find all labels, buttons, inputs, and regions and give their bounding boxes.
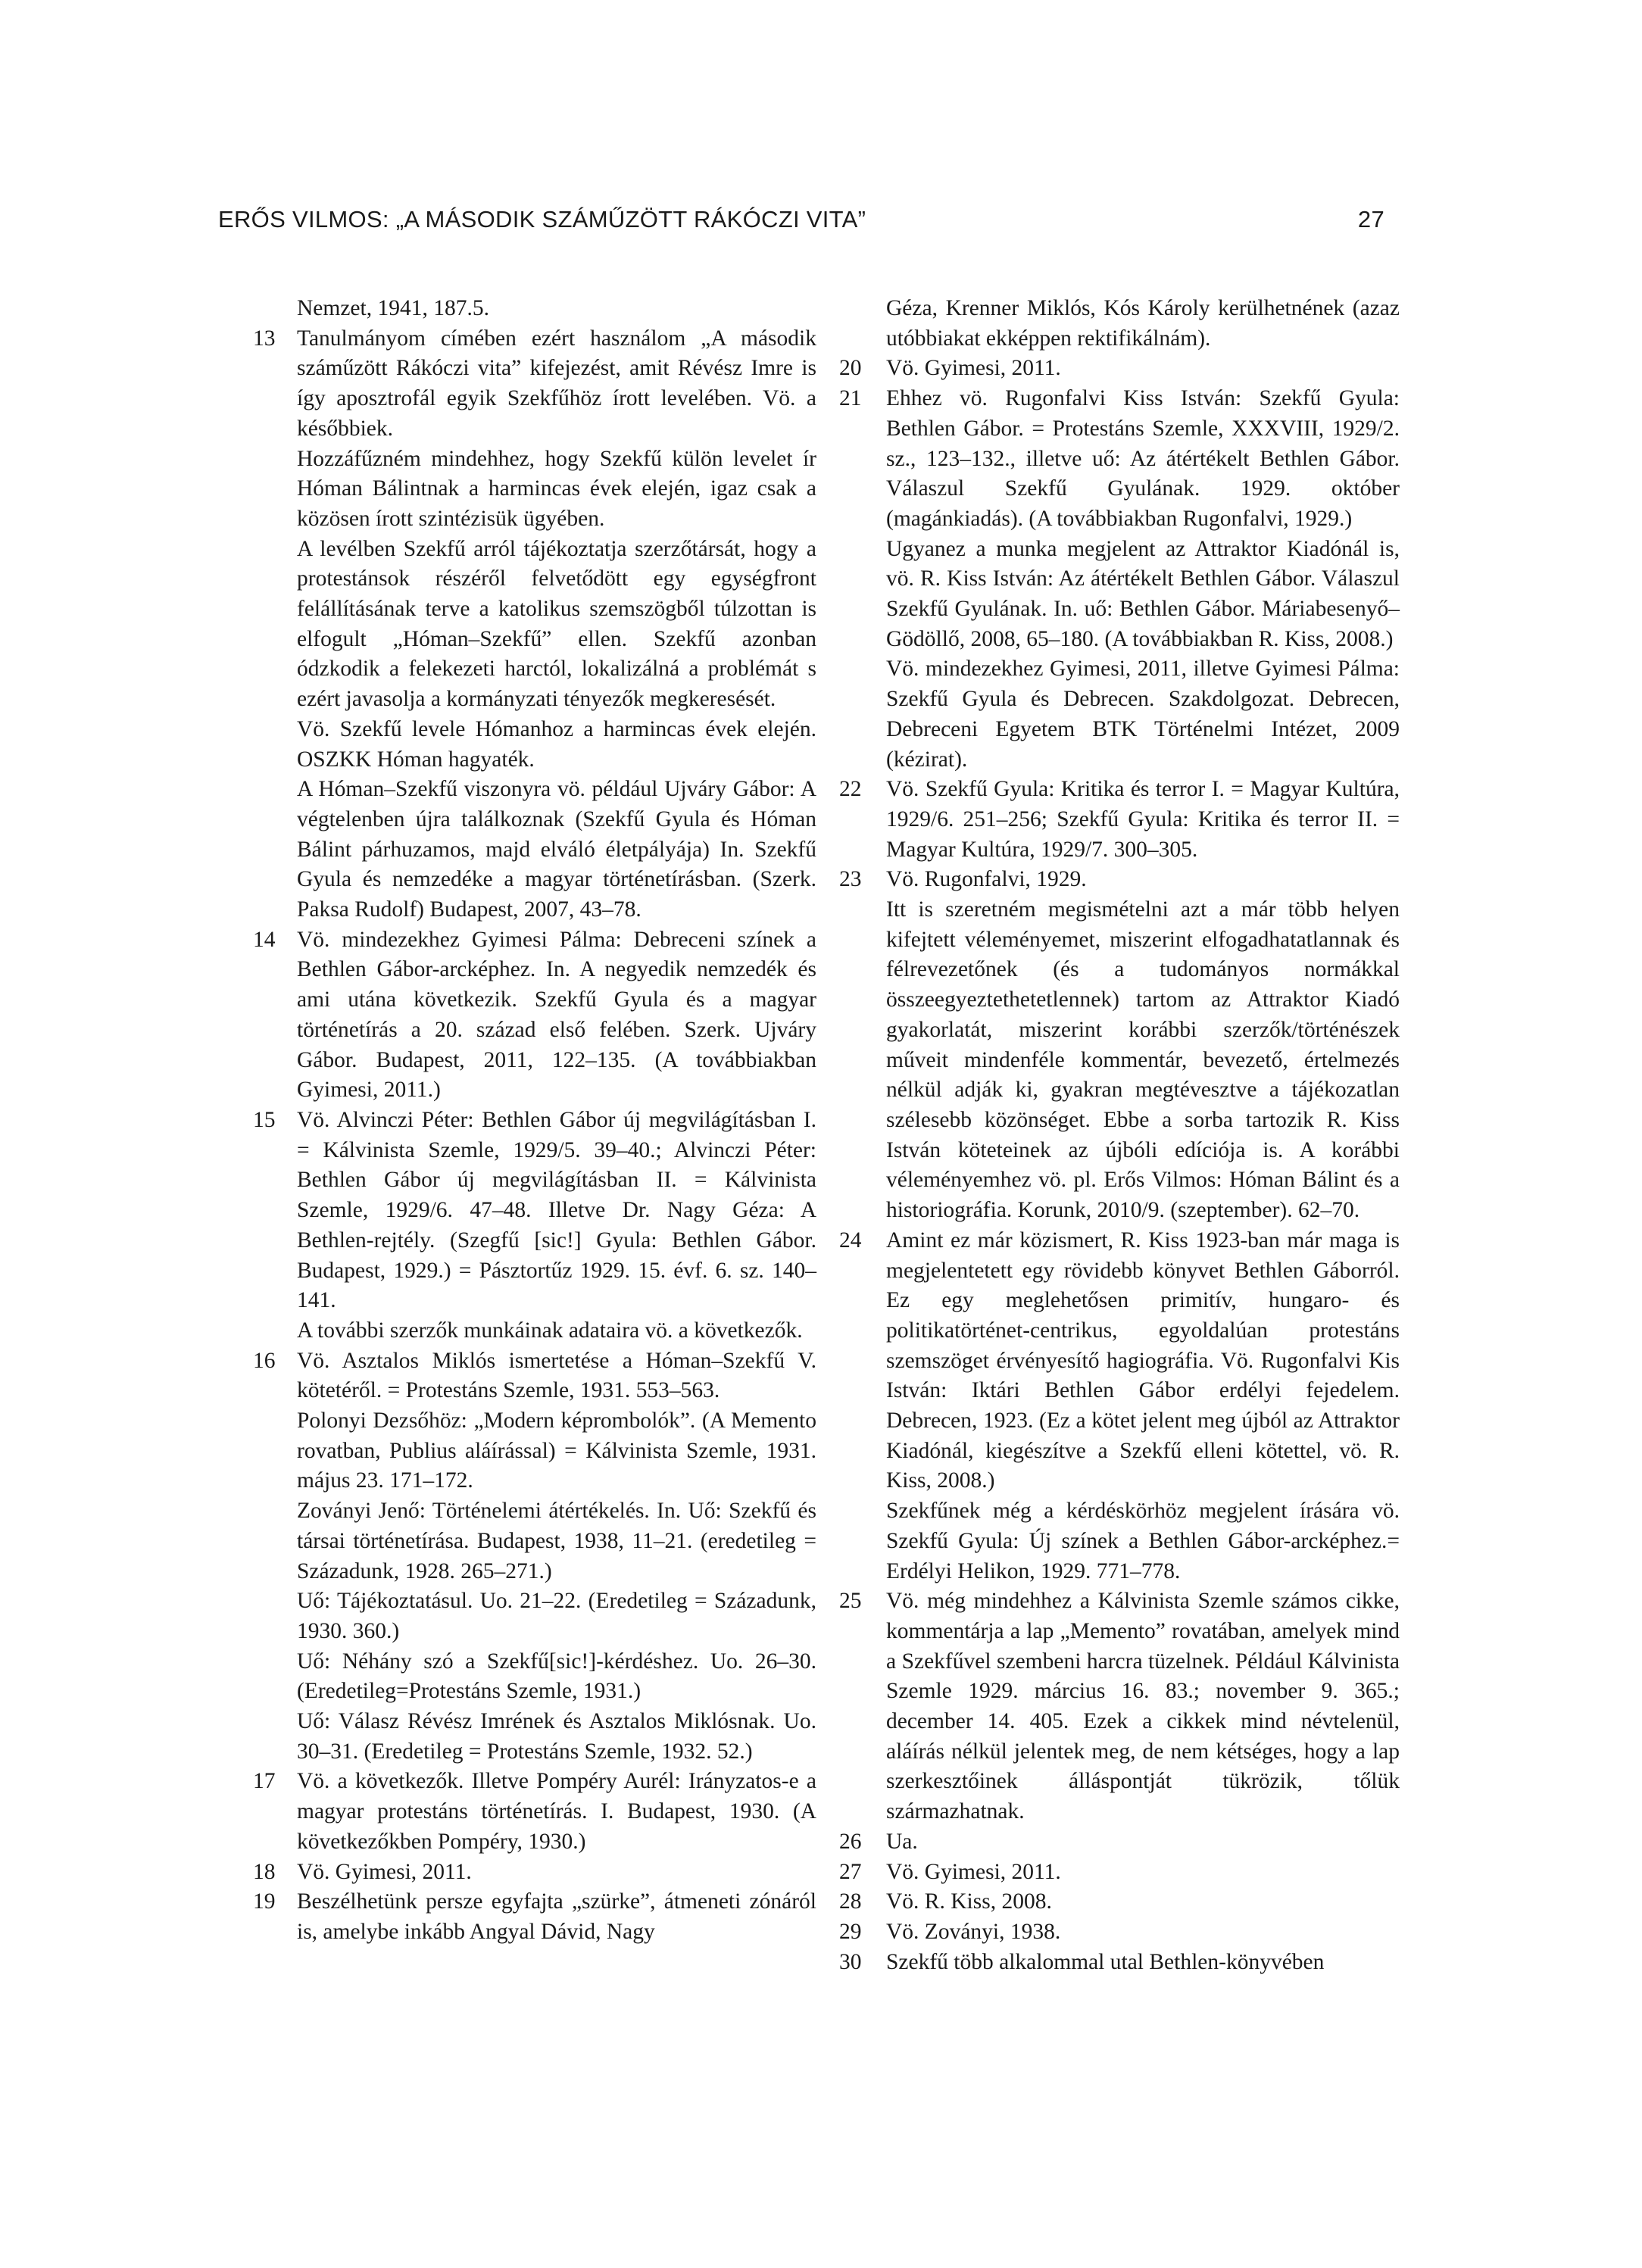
footnote (250, 1858, 816, 1888)
footnote-number: 27 (839, 1859, 862, 1884)
footnote (250, 1767, 816, 1857)
footnote (250, 925, 816, 1106)
footnote-number: 28 (839, 1889, 862, 1914)
footnote-text: Uő: Néhány szó a Szekfű[sic!]-kérdéshez. Uo. 26–30. (Eredetileg=Protestáns Szemle, 1931.) (297, 1649, 816, 1704)
footnote-text: Vö. még mindehhez a Kálvinista Szemle számos cikke, kommentárja a lap „Memento” rovatában, amelyek mind a Szekfűvel szembeni harcra tüzelnek. Például Kálvinista Szemle 1929. március 16. 83.; november 9. 365.; december 14. 405. Ezek a cikkek mind névtelenül, aláírás nélkül jelentek meg, de nem kétséges, hogy a lap szerkesztőinek álláspontját tükrözik, tőlük származhatnak. (886, 1589, 1400, 1824)
footnote-text: Vö. Szekfű Gyula: Kritika és terror I. = Magyar Kultúra, 1929/6. 251–256; Szekfű Gyula: Kritika és terror II. = Magyar Kultúra, 1929/7. 300–305. (886, 777, 1400, 862)
footnote (839, 1827, 1400, 1858)
footnote-text: Vö. Asztalos Miklós ismertetése a Hóman–Szekfű V. kötetéről. = Protestáns Szemle, 1931. 553–563. (297, 1348, 816, 1403)
footnote (839, 1226, 1400, 1586)
footnote-number: 20 (839, 356, 862, 381)
footnote-number: 21 (839, 386, 862, 411)
footnote-text: Vö. a következők. Illetve Pompéry Aurél: Irányzatos-e a magyar protestáns történetírás. I. Budapest, 1930. (A következőkben Pompéry, 1930.) (297, 1769, 816, 1854)
footnote-text: Uő: Válasz Révész Imrének és Asztalos Miklósnak. Uo. 30–31. (Eredetileg = Protestáns Szemle, 1932. 52.) (297, 1709, 816, 1764)
footnote-text: Géza, Krenner Miklós, Kós Károly kerülhetnének (azaz utóbbiakat ekképpen rektifikálnám). (886, 296, 1400, 351)
footnote-text: Vö. Gyimesi, 2011. (886, 356, 1061, 381)
footnote-text: Ehhez vö. Rugonfalvi Kiss István: Szekfű Gyula: Bethlen Gábor. = Protestáns Szemle, XXXVIII, 1929/2. sz., 123–132., illetve uő: Az átértékelt Bethlen Gábor. Válaszul Szekfű Gyulának. 1929. október (magánkiadás). (A továbbiakban Rugonfalvi, 1929.) (886, 386, 1400, 531)
footnote (250, 1887, 816, 1947)
footnote (250, 324, 816, 925)
footnote (839, 354, 1400, 384)
footnote-text: Ugyanez a munka megjelent az Attraktor Kiadónál is, vö. R. Kiss István: Az átértékelt Bethlen Gábor. Válaszul Szekfű Gyulának. In. uő: Bethlen Gábor. Máriabesenyő–Gödöllő, 2008, 65–180. (A továbbiakban R. Kiss, 2008.) (886, 536, 1400, 651)
footnote-number: 13 (253, 326, 276, 351)
footnote (839, 865, 1400, 1225)
footnote (250, 1106, 816, 1346)
footnote-number: 24 (839, 1228, 862, 1253)
footnote-text: Vö. Zoványi, 1938. (886, 1919, 1061, 1944)
right-column (839, 294, 1400, 1977)
footnote-text: Zoványi Jenő: Történelemi átértékelés. In. Uő: Szekfű és társai történetírása. Budapest, 1938, 11–21. (eredetileg = Századunk, 1928. 265–271.) (297, 1499, 816, 1583)
footnote-text: Tanulmányom címében ezért használom „A második száműzött Rákóczi vita” kifejezést, amit Révész Imre is így aposztrofál egyik Szekfűhöz írott levelében. Vö. a későbbiek. (297, 326, 816, 441)
footnote-text: Vö. Alvinczi Péter: Bethlen Gábor új megvilágításban I. = Kálvinista Szemle, 1929/5. 39–40.; Alvinczi Péter: Bethlen Gábor új megvilágításban II. = Kálvinista Szemle, 1929/6. 47–48. Illetve Dr. Nagy Géza: A Bethlen-rejtély. (Szegfű [sic!] Gyula: Bethlen Gábor. Budapest, 1929.) = Pásztortűz 1929. 15. évf. 6. sz. 140–141. (297, 1107, 816, 1313)
footnote-text: Vö. R. Kiss, 2008. (886, 1889, 1052, 1914)
running-title: ERŐS VILMOS: „A MÁSODIK SZÁMŰZÖTT RÁKÓCZI VITA” (218, 206, 866, 232)
footnote (839, 1948, 1400, 1978)
footnote-text: Vö. Gyimesi, 2011. (297, 1859, 472, 1884)
footnote-number: 18 (253, 1859, 276, 1884)
footnote-text: A Hóman–Szekfű viszonyra vö. például Ujváry Gábor: A végtelenben újra találkoznak (Szekfű Gyula és Hóman Bálint párhuzamos, majd elváló életpályája) In. Szekfű Gyula és nemzedéke a magyar történetírásban. (Szerk. Paksa Rudolf) Budapest, 2007, 43–78. (297, 777, 816, 922)
footnote (839, 1917, 1400, 1948)
footnote-text: A levélben Szekfű arról tájékoztatja szerzőtársát, hogy a protestánsok részéről felvetődött egy egységfront felállításának terve a katolikus szemszögből túlzottan is elfogult „Hóman–Szekfű” ellen. Szekfű azonban ódzkodik a felekezeti harctól, lokalizálná a problémát s ezért javasolja a kormányzati tényezők megkeresését. (297, 536, 816, 712)
footnote-number: 25 (839, 1589, 862, 1614)
footnote (250, 294, 816, 324)
footnote (839, 384, 1400, 775)
footnote-text: Szekfű több alkalommal utal Bethlen-könyvében (886, 1949, 1325, 1974)
footnote (839, 1858, 1400, 1888)
footnote-text: Ua. (886, 1829, 918, 1854)
footnote-text: Amint ez már közismert, R. Kiss 1923-ban már maga is megjelentetett egy rövidebb könyvet Bethlen Gáborról. Ez egy meglehetősen primitív, hungaro- és politikatörténet-centrikus, egyoldalúan protestáns szemszöget érvényesítő hagiográfia. Vö. Rugonfalvi Kis István: Iktári Bethlen Gábor erdélyi fejedelem. Debrecen, 1923. (Ez a kötet jelent meg újból az Attraktor Kiadónál, kiegészítve a Szekfű elleni kötettel, vö. R. Kiss, 2008.) (886, 1228, 1400, 1493)
footnote-text: Vö. Szekfű levele Hómanhoz a harmincas évek elején. OSZKK Hóman hagyaték. (297, 716, 816, 772)
running-head (218, 206, 1384, 236)
footnote-text: Hozzáfűzném mindehhez, hogy Szekfű külön levelet ír Hóman Bálintnak a harmincas évek elején, igaz csak a közösen írott szintézisük ügyében. (297, 446, 816, 531)
footnote-text: A további szerzők munkáinak adataira vö. a következők. (297, 1318, 803, 1343)
footnote-number: 29 (839, 1919, 862, 1944)
footnote-text: Itt is szeretném megismételni azt a már több helyen kifejtett véleményemet, miszerint elfogadhatatlannak és félrevezetőnek (és a tudományos normákkal összeegyeztethetetlennek) tartom az Attraktor Kiadó gyakorlatát, miszerint korábbi szerzők/történészek műveit mindenféle kommentár, bevezető, értelmezés nélkül adják ki, gyakran megtévesztve a tájékozatlan szélesebb közönséget. Ebbe a sorba tartozik R. Kiss István köteteinek az újbóli edíciója is. A korábbi véleményemhez vö. pl. Erős Vilmos: Hóman Bálint és a historiográfia. Korunk, 2010/9. (szeptember). 62–70. (886, 897, 1400, 1223)
footnote-text: Beszélhetünk persze egyfajta „szürke”, átmeneti zónáról is, amelybe inkább Angyal Dávid, Nagy (297, 1889, 816, 1944)
footnote-number: 19 (253, 1889, 276, 1914)
footnote-number: 14 (253, 927, 276, 952)
footnote-number: 17 (253, 1769, 276, 1794)
footnote-text: Vö. Rugonfalvi, 1929. (886, 867, 1087, 892)
footnote (250, 1346, 816, 1767)
footnote-text: Nemzet, 1941, 187.5. (297, 296, 489, 320)
left-column (250, 294, 816, 1948)
footnote-number: 26 (839, 1829, 862, 1854)
footnote-text: Polonyi Dezsőhöz: „Modern képrombolók”. (A Memento rovatban, Publius aláírással) = Kálvinista Szemle, 1931. május 23. 171–172. (297, 1409, 816, 1493)
footnote (839, 1887, 1400, 1917)
footnote (839, 294, 1400, 354)
footnote-text: Vö. mindezekhez Gyimesi, 2011, illetve Gyimesi Pálma: Szekfű Gyula és Debrecen. Szakdolgozat. Debrecen, Debreceni Egyetem BTK Történelmi Intézet, 2009 (kézirat). (886, 657, 1400, 772)
footnote-number: 15 (253, 1107, 276, 1132)
footnote-number: 16 (253, 1348, 276, 1373)
footnote-text: Szekfűnek még a kérdéskörhöz megjelent írására vö. Szekfű Gyula: Új színek a Bethlen Gábor-arcképhez.= Erdélyi Helikon, 1929. 771–778. (886, 1499, 1400, 1583)
footnote-text: Vö. mindezekhez Gyimesi Pálma: Debreceni színek a Bethlen Gábor-arcképhez. In. A negyedik nemzedék és ami utána következik. Szekfű Gyula és a magyar történetírás a 20. század első felében. Szerk. Ujváry Gábor. Budapest, 2011, 122–135. (A továbbiakban Gyimesi, 2011.) (297, 927, 816, 1103)
footnote-number: 23 (839, 867, 862, 892)
footnote-number: 30 (839, 1949, 862, 1974)
footnote (839, 775, 1400, 865)
page-number: 27 (1357, 206, 1384, 232)
footnote-text: Vö. Gyimesi, 2011. (886, 1859, 1061, 1884)
footnote (839, 1586, 1400, 1827)
footnote-text: Uő: Tájékoztatásul. Uo. 21–22. (Eredetileg = Századunk, 1930. 360.) (297, 1589, 816, 1643)
footnote-number: 22 (839, 777, 862, 802)
